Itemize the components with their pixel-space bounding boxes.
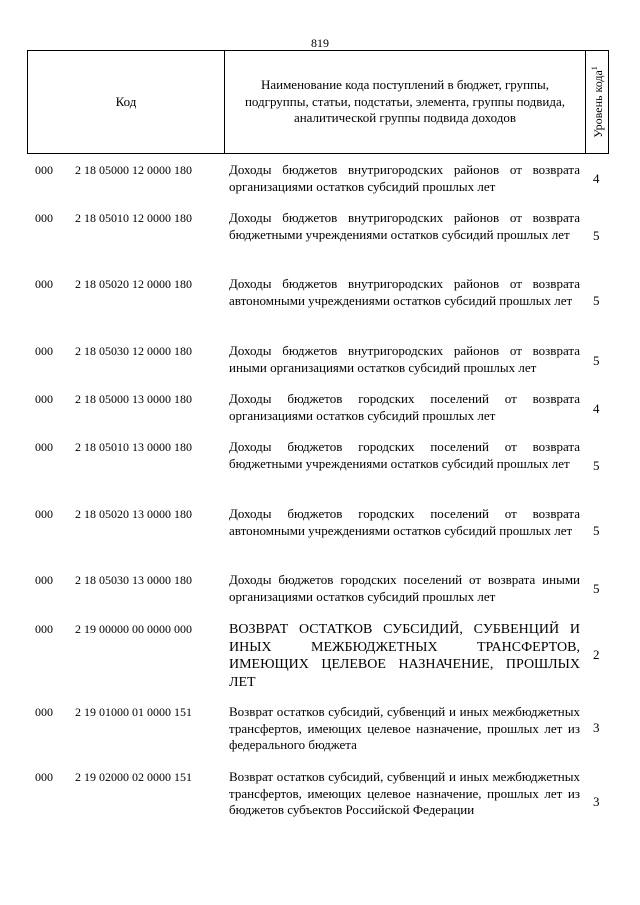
code-level: 3 bbox=[593, 720, 600, 735]
revenue-code: 2 19 00000 00 0000 000 bbox=[75, 622, 192, 636]
admin-code: 000 bbox=[35, 344, 53, 358]
code-level: 5 bbox=[593, 353, 600, 368]
table-header bbox=[27, 50, 609, 154]
code-level: 5 bbox=[593, 293, 600, 308]
revenue-name: Доходы бюджетов внутригородских районов от возврата бюджетными учреждениями остатков субсидий прошлых лет bbox=[229, 210, 580, 242]
revenue-name: Доходы бюджетов городских поселений от возврата организациями остатков субсидий прошлых лет bbox=[229, 391, 580, 423]
revenue-name: Доходы бюджетов городских поселений от возврата иными организациями остатков субсидий прошлых лет bbox=[229, 572, 580, 604]
revenue-code: 2 19 01000 01 0000 151 bbox=[75, 705, 192, 719]
header-name: Наименование кода поступлений в бюджет, группы, подгруппы, статьи, подстатьи, элемента, группы подвида, аналитической группы подвида доходов bbox=[244, 77, 566, 126]
header-level bbox=[586, 51, 609, 153]
revenue-code: 2 18 05000 12 0000 180 bbox=[75, 163, 192, 177]
admin-code: 000 bbox=[35, 163, 53, 177]
revenue-name: Доходы бюджетов внутригородских районов от возврата иными организациями остатков субсидий прошлых лет bbox=[229, 343, 580, 375]
code-level: 4 bbox=[593, 171, 600, 186]
revenue-name: Доходы бюджетов городских поселений от возврата бюджетными учреждениями остатков субсидий прошлых лет bbox=[229, 439, 580, 471]
header-level-footnote: 1 bbox=[589, 66, 599, 71]
revenue-code: 2 18 05030 12 0000 180 bbox=[75, 344, 192, 358]
revenue-name: Доходы бюджетов внутригородских районов от возврата автономными учреждениями остатков субсидий прошлых лет bbox=[229, 276, 580, 308]
header-code: Код bbox=[115, 94, 137, 109]
revenue-name: Доходы бюджетов внутригородских районов от возврата организациями остатков субсидий прошлых лет bbox=[229, 162, 580, 194]
code-level: 5 bbox=[593, 523, 600, 538]
revenue-code: 2 18 05020 13 0000 180 bbox=[75, 507, 192, 521]
header-level-label: Уровень кода bbox=[590, 70, 605, 138]
admin-code: 000 bbox=[35, 211, 53, 225]
admin-code: 000 bbox=[35, 770, 53, 784]
admin-code: 000 bbox=[35, 573, 53, 587]
page-number: 819 bbox=[311, 36, 329, 50]
code-level: 5 bbox=[593, 228, 600, 243]
revenue-name: Возврат остатков субсидий, субвенций и иных межбюджетных трансфертов, имеющих целевое назначение, прошлых лет из бюджетов субъектов Российской Федерации bbox=[229, 769, 580, 817]
admin-code: 000 bbox=[35, 507, 53, 521]
revenue-code: 2 19 02000 02 0000 151 bbox=[75, 770, 192, 784]
revenue-code: 2 18 05030 13 0000 180 bbox=[75, 573, 192, 587]
admin-code: 000 bbox=[35, 277, 53, 291]
code-level: 2 bbox=[593, 647, 600, 662]
revenue-name: ВОЗВРАТ ОСТАТКОВ СУБСИДИЙ, СУБВЕНЦИЙ И ИНЫХ МЕЖБЮДЖЕТНЫХ ТРАНСФЕРТОВ, ИМЕЮЩИХ ЦЕЛЕВОЕ НАЗНАЧЕНИЕ, ПРОШЛЫХ ЛЕТ bbox=[229, 622, 580, 690]
admin-code: 000 bbox=[35, 392, 53, 406]
header-level-text bbox=[590, 66, 606, 138]
revenue-name: Доходы бюджетов городских поселений от возврата автономными учреждениями остатков субсидий прошлых лет bbox=[229, 506, 580, 538]
code-level: 3 bbox=[593, 794, 600, 809]
revenue-name: Возврат остатков субсидий, субвенций и иных межбюджетных трансфертов, имеющих целевое назначение, прошлых лет из федерального бюджета bbox=[229, 704, 580, 752]
code-level: 5 bbox=[593, 458, 600, 473]
revenue-code: 2 18 05000 13 0000 180 bbox=[75, 392, 192, 406]
revenue-code: 2 18 05020 12 0000 180 bbox=[75, 277, 192, 291]
admin-code: 000 bbox=[35, 440, 53, 454]
admin-code: 000 bbox=[35, 705, 53, 719]
code-level: 5 bbox=[593, 581, 600, 596]
code-level: 4 bbox=[593, 401, 600, 416]
admin-code: 000 bbox=[35, 622, 53, 636]
revenue-code: 2 18 05010 12 0000 180 bbox=[75, 211, 192, 225]
revenue-code: 2 18 05010 13 0000 180 bbox=[75, 440, 192, 454]
